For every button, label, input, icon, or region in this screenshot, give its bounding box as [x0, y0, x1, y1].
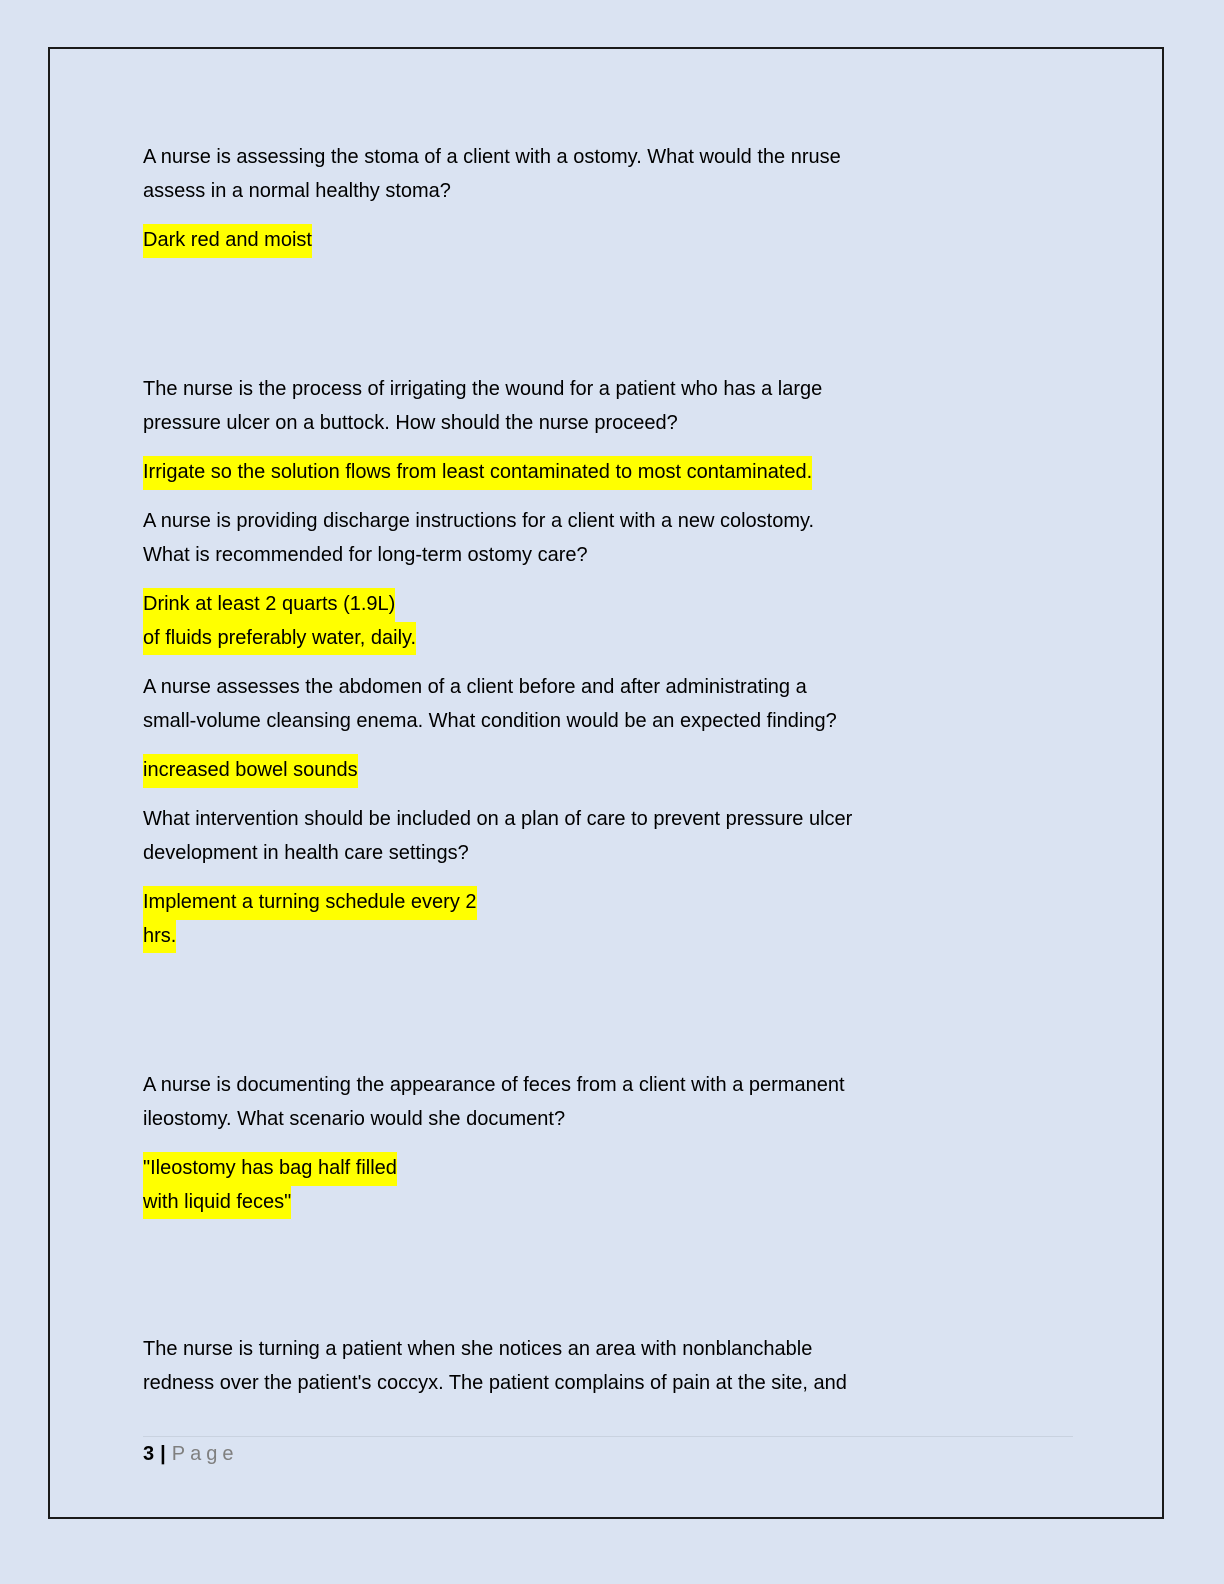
qa-item-3: [143, 505, 943, 655]
answer-line: Implement a turning schedule every 2: [143, 886, 477, 920]
answer-highlight: [143, 886, 943, 953]
question-line: A nurse is assessing the stoma of a client with a ostomy. What would the nruse: [143, 146, 841, 168]
answer-highlight: [143, 754, 943, 788]
answer-line: "Ileostomy has bag half filled: [143, 1152, 397, 1186]
answer-line: Dark red and moist: [143, 224, 312, 258]
question-line: redness over the patient's coccyx. The patient complains of pain at the site, and: [143, 1371, 847, 1394]
question-line: A nurse is providing discharge instructions for a client with a new colostomy.: [143, 510, 815, 532]
page-number: 3: [143, 1443, 155, 1465]
page-footer: [143, 1440, 238, 1468]
question-line: The nurse is turning a patient when she notices an area with nonblanchable: [143, 1338, 813, 1360]
answer-line: increased bowel sounds: [143, 754, 358, 788]
answer-highlight: [143, 456, 943, 490]
answer-highlight: [143, 224, 943, 258]
answer-line: of fluids preferably water, daily.: [143, 622, 416, 656]
answer-line: Irrigate so the solution flows from least contaminated to most contaminated.: [143, 456, 812, 490]
qa-item-7: [143, 1333, 943, 1400]
qa-item-1: [143, 141, 943, 258]
answer-highlight: [143, 588, 943, 655]
question-line: ileostomy. What scenario would she document?: [143, 1107, 566, 1130]
qa-item-5: [143, 803, 943, 953]
question-line: The nurse is the process of irrigating the wound for a patient who has a large: [143, 378, 823, 400]
question-line: A nurse is documenting the appearance of feces from a client with a permanent: [143, 1074, 845, 1096]
qa-item-6: [143, 1069, 943, 1219]
qa-item-2: [143, 373, 943, 490]
answer-line: Drink at least 2 quarts (1.9L): [143, 588, 395, 622]
footer-divider: [143, 1436, 1073, 1437]
question-line: What intervention should be included on a plan of care to prevent pressure ulcer: [143, 808, 853, 830]
question-line: small-volume cleansing enema. What condition would be an expected finding?: [143, 709, 837, 732]
question-line: assess in a normal healthy stoma?: [143, 179, 451, 202]
answer-line: with liquid feces": [143, 1186, 291, 1220]
answer-highlight: [143, 1152, 943, 1219]
question-line: development in health care settings?: [143, 841, 469, 864]
question-line: pressure ulcer on a buttock. How should the nurse proceed?: [143, 411, 678, 434]
question-line: What is recommended for long-term ostomy care?: [143, 543, 588, 566]
footer-separator: |: [160, 1443, 166, 1465]
page-label: Page: [171, 1443, 239, 1465]
answer-line: hrs.: [143, 920, 176, 954]
qa-item-4: [143, 671, 943, 788]
question-line: A nurse assesses the abdomen of a client before and after administrating a: [143, 676, 807, 698]
